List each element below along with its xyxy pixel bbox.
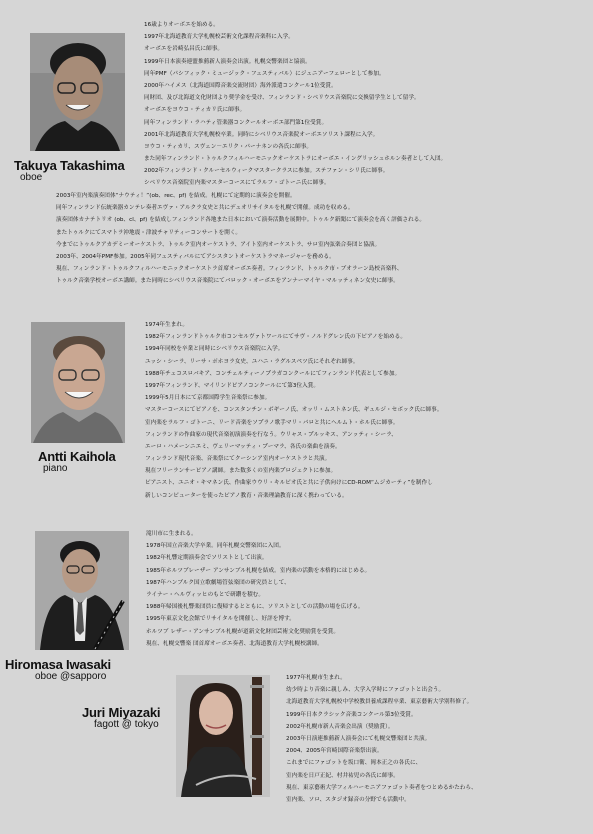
bio-line: ヨウコ・ティカリ、スヴェン－エリク・パーナネンの各氏に師事。 <box>144 143 313 150</box>
bio-line: 1997年北海道教育大学札幌校芸術文化課程音楽科に入学。 <box>144 34 294 41</box>
portrait-juri-miyazaki <box>176 675 270 797</box>
member-instrument: oboe @sapporo <box>35 671 107 682</box>
bio-line: 1974年生まれ。 <box>145 322 188 328</box>
bio-line: 2001年北海道教育大学札幌校卒業。同時にシベリウス音楽院オーボエソリスト課程に入学。 <box>144 131 379 138</box>
member-name: Juri Miyazaki <box>82 705 161 720</box>
bio-line: 1999年5月日本にて京都国際学生音楽祭に参加。 <box>145 395 271 402</box>
bio-line: 1995年東京文化会館でリサイタルを開催し、好評を博す。 <box>146 616 295 623</box>
bio-line: 1978年国立音楽大学卒業。同年札幌交響楽団に入団。 <box>146 543 285 550</box>
bio-line: 新しいコンピューターを使ったピアノ教育・音楽理論教育に深く携わっている。 <box>145 492 348 499</box>
bio-line: 2003年日演連推薦新人演奏会にて札幌交響楽団と共演。 <box>286 735 431 742</box>
bio-line: エーロ・ハメーンニエミ、ヴェリーマッティ・プーマラ、各氏の楽曲を演奏。 <box>145 443 341 450</box>
bio-line: 1987年ハンブルク国立歌劇場管弦楽団の研究員として、 <box>146 579 290 586</box>
bio-line: ホルツブ レザー・アンサンブル札幌が道新文化財団芸術文化奨励賞を受賞。 <box>146 628 339 635</box>
bio-line: 室内楽、ソロ、スタジオ録音の分野でも活動中。 <box>286 796 410 803</box>
bio-line: 現在、札幌交響楽 団首席オーボエ奏者、北海道教育大学札幌校講師。 <box>146 640 323 647</box>
bio-line: 1982年フィンランドトゥルク市コンセルヴァトワールにてサヴ・ノルドグレン氏の下ピアノを始める。 <box>145 334 406 341</box>
portrait-antti-kaihola <box>31 322 125 443</box>
bio-line: 2002年札幌市新人音楽会出演（奨励賞）。 <box>286 723 394 730</box>
bio-line: フィンランドの作曲家の現代音楽初演演奏を行なう。ウリャス・プルッキス、アンッティ・シーラ、 <box>145 431 397 438</box>
bio-line: 2004、2005年宮崎国際音楽祭出演。 <box>286 748 383 755</box>
bio-line: 同年フィンランド伝統楽器カンテレ奏者エヴァ・アルクラ女史と共にデュオリサイタルを札幌で開催。成功を収める。 <box>56 205 354 212</box>
member-bio <box>145 319 442 502</box>
bio-line: 1988年帰国後札響楽団員に復帰するとともに、ソリストとしての活動の場を広げる。 <box>146 604 364 611</box>
member-bio <box>146 528 370 650</box>
bio-line: マスターコースにてピアノを、コンスタンチン・ボギーノ氏、オッリ・ムストネン氏、ギュルジ・セボック氏に師事。 <box>145 407 443 414</box>
bio-line: 1982年札響定期演奏会でソリストとして出演。 <box>146 555 268 562</box>
bio-line: 同年PMF（パシフィック・ミュージック・フェスティバル）にジュニアーフェローとして参加。 <box>144 70 385 77</box>
member-name: Hiromasa Iwasaki <box>5 657 111 672</box>
bio-line: 同財団、及び北海道文化財団より奨学金を受け、フィンランド・シベリウス音楽院に交換留学生として留学。 <box>144 95 420 102</box>
bio-line: これまでにファゴットを坂口衛、岡本正之の各氏に、 <box>286 760 422 767</box>
bio-line: 滝川市に生まれる。 <box>146 531 197 537</box>
bio-line: フィンランド現代音楽、音楽祭にてクーシンア室内オーケストラと共演。 <box>145 456 331 463</box>
bio-line: また同年フィンランド・トゥルクフィルハーモニックオーケストラにオーボエ・イングリッシュホルン奏者として入団。 <box>144 156 447 163</box>
member-bio-continued <box>56 190 425 288</box>
bio-line: 現在、東京藝術大学フィルハーモニアファゴット奏者をつとめるかたわら、 <box>286 784 477 791</box>
bio-line: 北海道教育大学札幌校中学校教員養成課程卒業、東京藝術大学別科修了。 <box>286 699 473 706</box>
member-instrument: piano <box>43 463 68 474</box>
bio-line: 幼少時より音楽に親しみ、大学入学時にファゴットと出会う。 <box>286 687 445 694</box>
bio-line: 室内楽をラルフ・ゴトーニ、リード音楽をソプラノ歌手マリ・パロと共にヘルムト・ホル氏に師事。 <box>145 419 399 426</box>
bio-line: ピアニスト、ユニオ・キマネン氏、作曲家ウウリ・キルピオ氏と共に子供向けにCD-ROM“ムジカーティ”を制作し <box>145 480 433 487</box>
photo-antti-kaihola <box>31 322 125 443</box>
bio-line: 今までにトゥルクアカデミーオーケストラ、トゥルク室内オーケストラ、アイト室内オーケストラ、サロ室内弦楽合奏団と協演。 <box>56 241 381 248</box>
bio-line: 16歳よりオーボエを始める。 <box>144 22 219 28</box>
member-name: Takuya Takashima <box>14 158 125 173</box>
portrait-takuya-takashima <box>30 33 125 151</box>
photo-juri-miyazaki <box>176 675 270 797</box>
member-name: Antti Kaihola <box>38 449 116 464</box>
member-instrument: oboe <box>20 172 43 183</box>
bio-line: 室内楽を日戸正紀、村井祐児の各氏に師事。 <box>286 772 399 779</box>
bio-line: トゥルク音楽学校オーボエ講師。また同時にシベリウス音楽院にてバロック・オーボエをアンナーマイヤ・マルッティネン女史に師事。 <box>56 278 399 285</box>
bio-line: 1999年日本演奏連盟推薦新人演奏会出演。札幌交響楽団と協演。 <box>144 58 311 65</box>
bio-line: 現在、フィンランド・トゥルクフィルハーモニックオーケストラ首席オーボエ奏者。フィンランド、トゥルク市・ブオラーン島校音楽科、 <box>56 266 403 273</box>
photo-takuya-takashima <box>30 33 125 151</box>
bio-line: 1985年ホルツブレーザー アンサンブル札幌を結成。室内楽の活動を本格的にはじめる。 <box>146 567 371 574</box>
member-instrument: fagott @ tokyo <box>94 719 159 730</box>
bio-line: 演奏団体カナテトリオ (ob、cl、pf) を結成しフィンランド各地また日本において演奏活動を展開中。トゥルク新聞にて演奏会を高く評価される。 <box>56 217 426 224</box>
bio-line: 1977年札幌市生まれ。 <box>286 675 346 681</box>
bio-line: オーボエをヨウコ・ティカリ氏に師事。 <box>144 107 246 114</box>
bio-line: ユッシ・シーラ、リーサ・ポホヨラ女史、ユハニ・ラグルスペツ氏にそれぞれ師事。 <box>145 358 359 365</box>
bio-line: 現在フリーランサーピアノ講師。また数多くの室内楽プロジェクトに参加。 <box>145 468 337 475</box>
bio-line: 2002年フィンランド・クルーセルウィークマスタークラスに参加。ステファン・シリ氏に師事。 <box>144 168 389 175</box>
bio-line: 2003年、2004年PMF参加。2005年同フェスティバルにてアシスタントオーケストラマネージャーを務める。 <box>56 253 335 260</box>
bio-line: 2003年室内楽演奏団体“ナウティ！”(ob、rec、pf) を結成。札幌にて定期的に演奏会を開催。 <box>56 193 296 199</box>
bio-line: オーボエを岩崎弘昌氏に師事。 <box>144 46 224 53</box>
bio-line: 1988年チェコスロバキア、コンチェルティーノプラガコンクールにてフィンランド代表として参加。 <box>145 370 401 377</box>
bio-line: 2000年ハイメス（北海道国際音楽交流財団）海外派遣コンクール1位受賞。 <box>144 82 337 89</box>
bio-line: 1997年フィンランド、マイリンドピアノコンクールにて第3位入賞。 <box>145 382 320 389</box>
photo-hiromasa-iwasaki <box>35 531 129 650</box>
bio-line: 1994年同校を卒業と同時にシベリウス音楽院に入学。 <box>145 346 284 353</box>
bio-line: 1999年日本クラシック音楽コンクール第3位受賞。 <box>286 711 417 718</box>
bio-line: シベリウス音楽院室内楽マスターコースにてラルフ・ゴトーニ氏に師事。 <box>144 180 330 187</box>
bio-line: またトゥルクにてスマトラ沖地震・津波チャリティーコンサートを開く。 <box>56 229 242 236</box>
member-bio <box>286 672 477 806</box>
bio-line: ライナー・ヘルヴィッヒのもとで研鑽を積む。 <box>146 591 265 598</box>
portrait-hiromasa-iwasaki <box>35 531 129 650</box>
member-bio <box>144 19 446 190</box>
bio-line: 同年フィンランド・ラハティ管楽器コンクールオーボエ部門第1位受賞。 <box>144 119 328 126</box>
